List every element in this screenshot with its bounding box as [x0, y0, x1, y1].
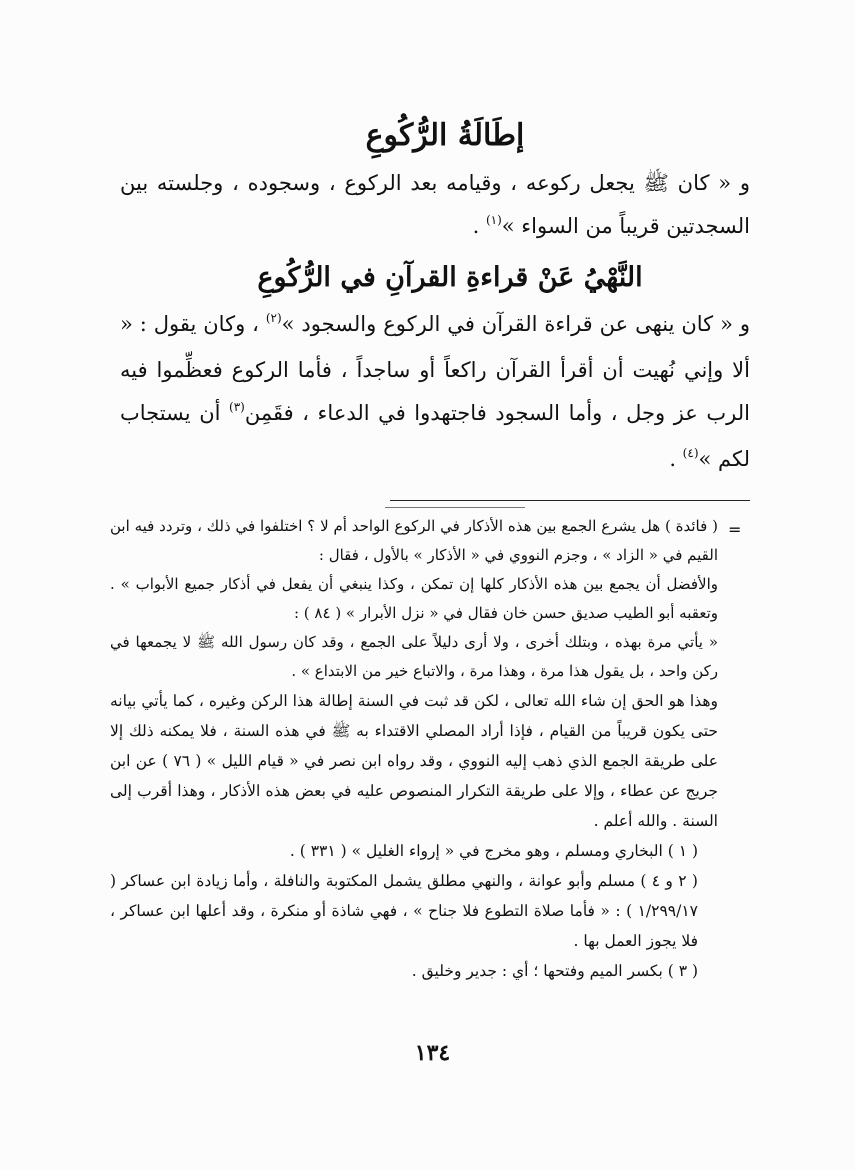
- note-siddiq-quote: « يأتي مرة بهذه ، وبتلك أخرى ، ولا أرى دليلاً على الجمع ، وقد كان رسول الله ﷺ لا يجمعها في ركن واحد ، بل يقول هذا مرة ، وهذا مرة ، والاتباع خير من الابتداع » .: [110, 633, 718, 680]
- paragraph-ruku-length: [120, 162, 750, 251]
- footnote-ref-2: (٢): [265, 311, 282, 325]
- footnote-divider-short: [385, 507, 525, 508]
- note-nawawi-quote: والأفضل أن يجمع بين هذه الأذكار كلها إن تمكن ، وكذا ينبغي أن يفعل في أذكار جميع الأبواب » . وتعقبه أبو الطيب صديق حسن خان فقال في « نزل الأبرار » ( ٨٤ ) :: [110, 575, 718, 622]
- section-heading-quran-in-ruku: النَّهْيُ عَنْ قراءةِ القرآنِ في الرُّكُوعِ: [257, 262, 643, 293]
- note-benefit: ( فائدة ) هل يشرع الجمع بين هذه الأذكار في الركوع الواحد أم لا ؟ اختلفوا في ذلك ، وتردد فيه ابن القيم في « الزاد » ، وجزم النووي في « الأذكار » بالأول ، فقال :: [110, 517, 718, 564]
- page-number: ١٣٤: [414, 1040, 451, 1066]
- note-author-comment: وهذا هو الحق إن شاء الله تعالى ، لكن قد ثبت في السنة إطالة هذا الركن وغيره ، كما يأتي بيانه حتى يكون قريباً من القيام ، فإذا أراد المصلي الاقتداء به ﷺ في هذه السنة ، فلا يمكنه ذلك إلا على طريقة الجمع الذي ذهب إليه النووي ، وقد رواه ابن نصر في « قيام الليل » ( ٧٦ ) عن ابن جريج عن عطاء ، وإلا على طريقة التكرار المنصوص عليه في بعض هذه الأذكار ، وهذا أقرب إلى السنة . والله أعلم .: [110, 692, 718, 830]
- continuation-marker: =: [728, 520, 742, 539]
- main-text: [120, 110, 750, 484]
- paragraph-prohibition: [120, 303, 750, 484]
- section-heading-prolonging-ruku: إطَالَةُ الرُّكُوعِ: [365, 118, 525, 153]
- footnote-divider: [390, 500, 750, 501]
- paragraph-1-end: .: [472, 214, 486, 238]
- footnote-3: ( ٣ ) بكسر الميم وفتحها ؛ أي : جدير وخليق .: [411, 962, 698, 980]
- footnote-ref-1: (١): [485, 213, 502, 227]
- footnote-2-4: ( ٢ و ٤ ) مسلم وأبو عوانة ، والنهي مطلق يشمل المكتوبة والنافلة ، وأما زيادة ابن عساكر ( ١/٢٩٩/١٧ ) : « فأما صلاة التطوع فلا جناح » ، فهي شاذة أو منكرة ، وقد أعلها ابن عساكر ، فلا يجوز العمل بها .: [110, 872, 698, 950]
- footnote-1: ( ١ ) البخاري ومسلم ، وهو مخرج في « إرواء الغليل » ( ٣٣١ ) .: [289, 842, 698, 860]
- paragraph-2-text-a: و « كان ينهى عن قراءة القرآن في الركوع والسجود »: [281, 312, 750, 336]
- footnotes-section: [110, 512, 718, 986]
- paragraph-2-text-b: ، وكان يقول : « ألا وإني نُهيت أن أقرأ القرآن راكعاً أو ساجداً ، فأما الركوع فعظِّموا فيه الرب عز وجل ، وأما السجود فاجتهدوا في الدعاء ، فقَمِن: [120, 312, 750, 425]
- paragraph-1-text: و « كان ﷺ يجعل ركوعه ، وقيامه بعد الركوع ، وسجوده ، وجلسته بين السجدتين قريباً من السواء »: [120, 171, 750, 238]
- paragraph-2-end: .: [669, 447, 683, 471]
- footnote-ref-4: (٤): [682, 446, 699, 460]
- paragraph-2-text-c: أن يستجاب لكم »: [120, 401, 750, 471]
- footnote-ref-3: (٣): [229, 400, 245, 414]
